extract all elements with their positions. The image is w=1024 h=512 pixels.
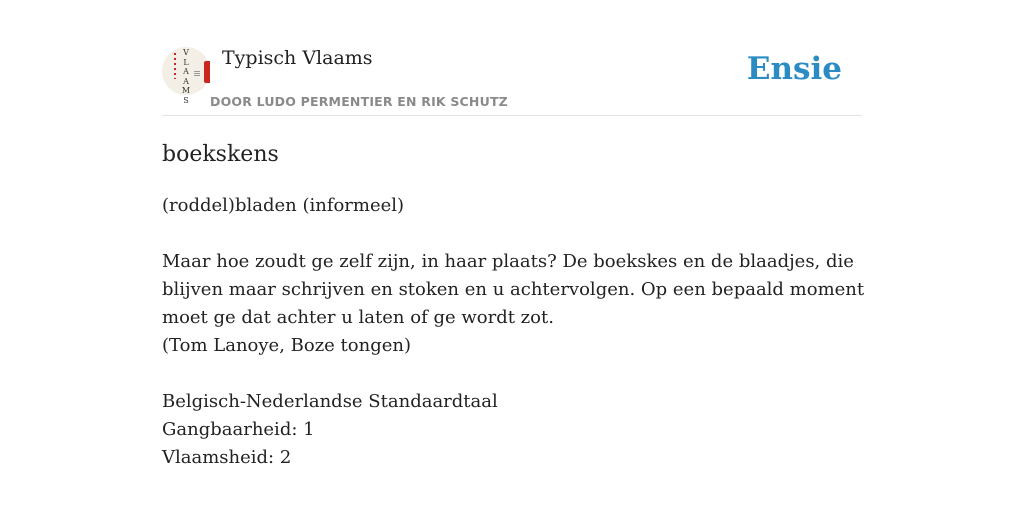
cover-text-lines (194, 71, 200, 77)
entry-gangbaarheid: Gangbaarheid: 1 (162, 419, 315, 440)
entry-headword: boekskens (162, 142, 279, 167)
entry-definition: (roddel)bladen (informeel) (162, 195, 405, 216)
site-header (162, 44, 862, 116)
entry-content (162, 139, 865, 472)
quote-line: blijven maar schrijven en stoken en u achtervolgen. Op een bepaald moment (162, 279, 865, 300)
spacer (162, 360, 862, 388)
entry-register: Belgisch-Nederlandse Standaardtaal (162, 391, 498, 412)
quote-line: Maar hoe zoudt ge zelf zijn, in haar plaats? De boekskes en de blaadjes, die (162, 251, 854, 272)
avatar-cover-letters: V L A A M S (181, 48, 191, 105)
quote-line: moet ge dat achter u laten of ge wordt zot. (162, 307, 554, 328)
cover-red-bar (204, 61, 210, 83)
typisch-vlaams-avatar[interactable] (162, 47, 210, 105)
ensie-logo-link[interactable]: Ensie (746, 51, 842, 87)
cover-decoration (174, 53, 176, 79)
byline: DOOR LUDO PERMENTIER EN RIK SCHUTZ (210, 94, 508, 109)
quote-source: (Tom Lanoye, Boze tongen) (162, 335, 412, 356)
entry-vlaamsheid: Vlaamsheid: 2 (162, 447, 292, 468)
blog-title[interactable]: Typisch Vlaams (222, 47, 373, 69)
spacer (162, 220, 862, 248)
